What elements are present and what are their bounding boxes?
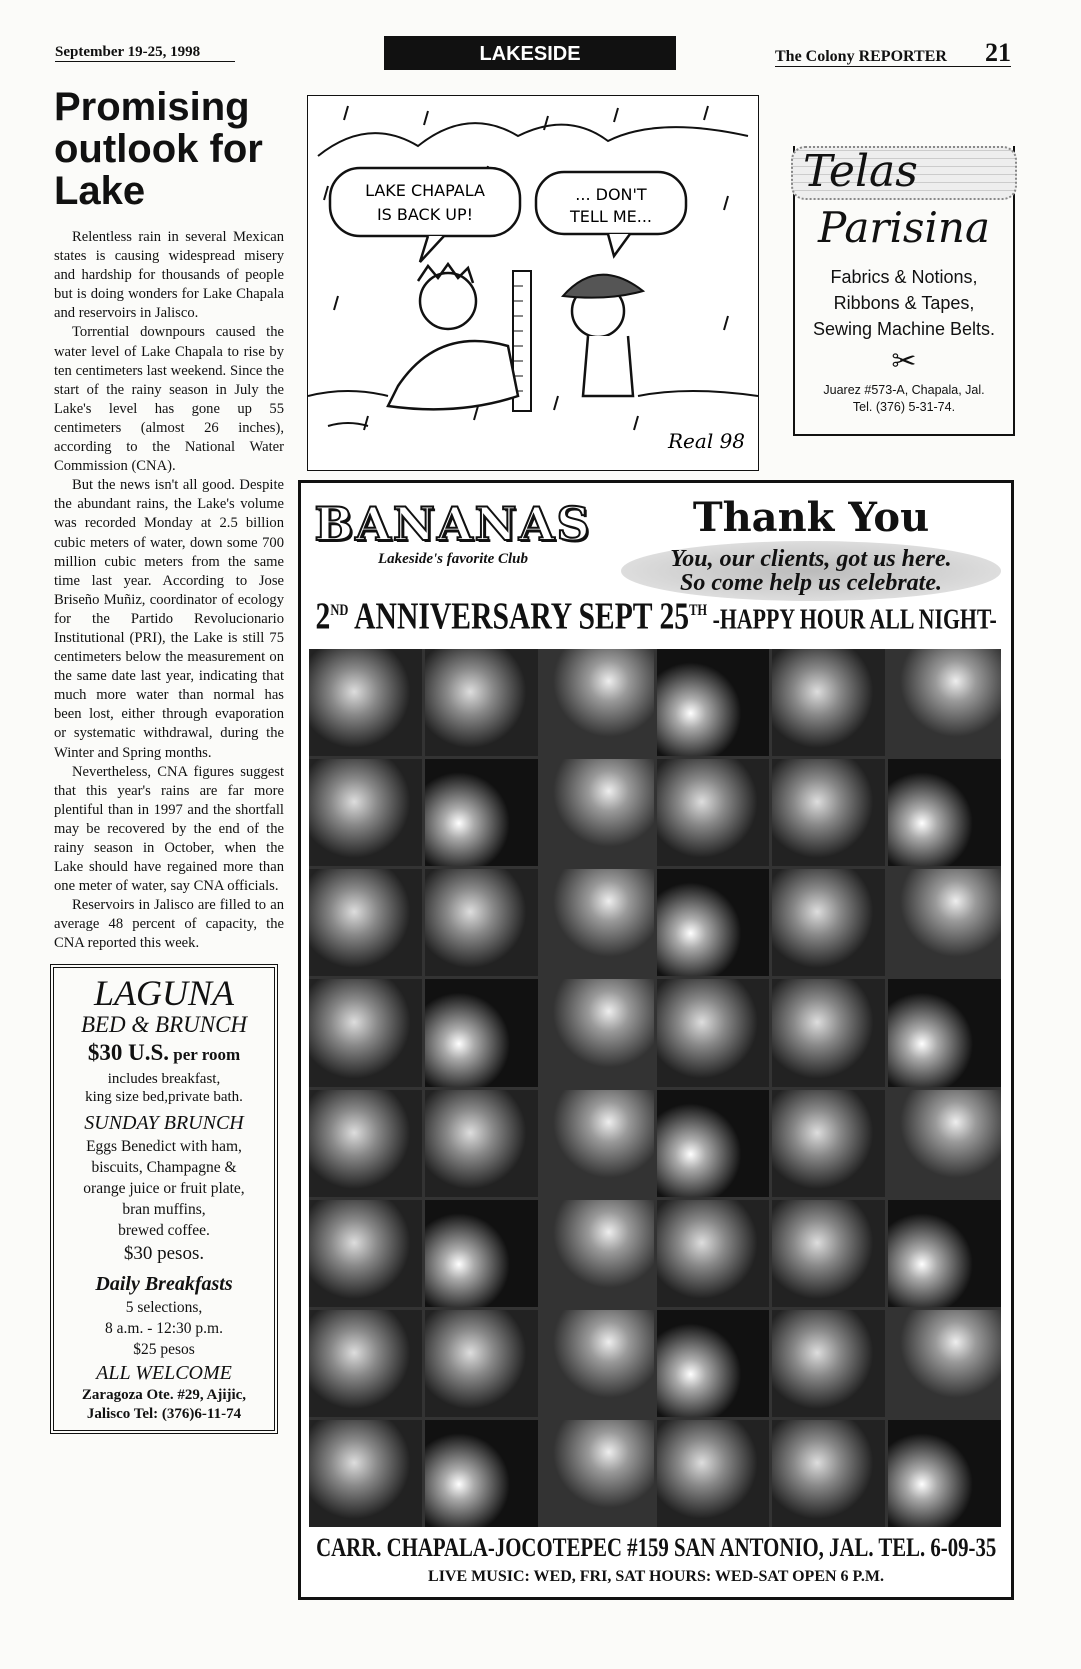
ad-line: Eggs Benedict with ham, (86, 1137, 242, 1155)
thanks-line: So come help us celebrate. (680, 570, 942, 596)
ad-line: includes breakfast, (107, 1070, 221, 1087)
collage-photo (425, 869, 538, 976)
bubble-text: IS BACK UP! (376, 205, 474, 224)
speech-bubble (330, 168, 520, 236)
price-value: $30 U.S. (87, 1039, 169, 1065)
collage-photo (425, 979, 538, 1086)
collage-photo (888, 1310, 1001, 1417)
thank-you-block (616, 495, 1006, 601)
page-number: 21 (985, 38, 1011, 67)
thanks-line: You, our clients, got us here. (670, 546, 952, 572)
ad-address: Zaragoza Ote. #29, Ajijic, (81, 1386, 247, 1403)
collage-photo (309, 869, 422, 976)
collage-photo (541, 1200, 654, 1307)
collage-photo (657, 1090, 770, 1197)
collage-photo (772, 1420, 885, 1527)
welcome: ALL WELCOME (96, 1361, 232, 1384)
laguna-subtitle: BED & BRUNCH (80, 1011, 248, 1037)
laguna-price (56, 1038, 272, 1070)
collage-photo (772, 649, 885, 756)
bubble-text: TELL ME... (570, 207, 652, 226)
collage-photo (772, 979, 885, 1086)
collage-photo (888, 649, 1001, 756)
collage-photo (309, 1090, 422, 1197)
collage-photo (425, 759, 538, 866)
collage-photo (309, 759, 422, 866)
collage-photo (657, 1200, 770, 1307)
ad-line: Fabrics & Notions, (830, 267, 978, 287)
collage-photo (541, 1420, 654, 1527)
collage-photo (541, 759, 654, 866)
bananas-address: CARR. CHAPALA-JOCOTEPEC #159 SAN ANTONIO, JAL. TEL. 6-09-35 (316, 1533, 997, 1562)
brunch-price: $30 pesos. (123, 1242, 205, 1264)
cartoon-drawing (308, 96, 758, 470)
article-paragraph: Reservoirs in Jalisco are filled to an average 48 percent of capacity, the CNA reported this week. (54, 897, 284, 952)
collage-photo (888, 1200, 1001, 1307)
article-paragraph: Relentless rain in several Mexican states is causing widespread misery and hardship for thousands of people but is doing wonders for Lake Chapala and reservoirs in Jalisco. (54, 229, 284, 322)
ad-line: bran muffins, (122, 1200, 206, 1218)
ad-address: Jalisco Tel: (376)6-11-74 (86, 1405, 242, 1422)
article-paragraph: Nevertheless, CNA figures suggest that this year's rains are far more plentiful than in 1997 and the shortfall may be recovered by the end of the rainy season in October, when the Lake should have regained more than one meter of water, say CNA officials. (54, 763, 284, 895)
daily-title: Daily Breakfasts (95, 1272, 233, 1295)
collage-photo (425, 1090, 538, 1197)
telas-description (795, 264, 1013, 342)
happy-hour: -HAPPY HOUR ALL NIGHT- (707, 604, 997, 636)
ad-address: Juarez #573-A, Chapala, Jal. (823, 383, 985, 397)
photo-collage (309, 649, 1001, 1527)
bananas-logo-word: BANANAS (314, 497, 592, 551)
anniv-text: ANNIVERSARY SEPT 25 (348, 595, 690, 638)
collage-photo (888, 1090, 1001, 1197)
ad-line: brewed coffee. (118, 1221, 210, 1239)
anniv-number: 2 (315, 595, 331, 638)
ad-line: 5 selections, (125, 1298, 203, 1316)
price-unit: per room (173, 1044, 241, 1064)
editorial-cartoon (307, 95, 759, 471)
ad-line: biscuits, Champagne & (91, 1158, 237, 1176)
ad-line: Ribbons & Tapes, (833, 293, 975, 313)
laguna-ad (50, 964, 278, 1434)
ad-line: orange juice or fruit plate, (83, 1179, 245, 1197)
scissors-icon: ✂ (891, 345, 917, 378)
collage-photo (425, 1200, 538, 1307)
collage-photo (888, 869, 1001, 976)
anniv-suffix: TH (689, 602, 708, 619)
telas-title: Telas (791, 146, 1017, 200)
ad-line: $25 pesos (133, 1340, 195, 1358)
collage-photo (888, 759, 1001, 866)
bubble-text: LAKE CHAPALA (365, 181, 485, 200)
anniversary-banner (311, 591, 1001, 641)
bananas-ad (298, 480, 1014, 1600)
bananas-logo (313, 497, 593, 568)
article-body (54, 228, 284, 954)
collage-photo (772, 1090, 885, 1197)
cartoonist-signature: Real 98 (668, 429, 746, 453)
ad-line: 8 a.m. - 12:30 p.m. (105, 1319, 223, 1337)
collage-photo (309, 649, 422, 756)
collage-photo (309, 979, 422, 1086)
collage-photo (541, 869, 654, 976)
article-paragraph: But the news isn't all good. Despite the abundant rains, the Lake's volume was recorded Monday at 2.5 billion cubic meters of water, down some 700 million cubic meters from the same time last year. According to Jose Briseño Muñiz, coordinator of ecology for the Partido Revolucionario Institutional (PRI), the Lake is still 75 centimeters below the measurement on the same date last year, indicating that much more water than normal has been lost, either through evaporation or systematic withdrawal, during the Winter and Spring months. (54, 477, 284, 761)
collage-photo (541, 979, 654, 1086)
ad-line: Sewing Machine Belts. (812, 319, 996, 339)
section-title: LAKESIDE (384, 36, 676, 70)
collage-photo (541, 1090, 654, 1197)
article-headline: Promising outlook for Lake (54, 85, 263, 213)
collage-photo (772, 869, 885, 976)
thank-you-title: Thank You (692, 494, 930, 541)
laguna-title: LAGUNA (93, 972, 234, 1013)
masthead (775, 40, 1011, 67)
collage-photo (657, 649, 770, 756)
collage-photo (772, 1310, 885, 1417)
collage-photo (541, 649, 654, 756)
parisina-title: Parisina (818, 203, 990, 252)
issue-date: September 19-25, 1998 (55, 44, 235, 62)
bubble-text: ... DON'T (575, 185, 647, 204)
collage-photo (657, 869, 770, 976)
collage-photo (309, 1200, 422, 1307)
article-paragraph: Torrential downpours caused the water level of Lake Chapala to rise by ten centimeters last weekend. Since the start of the rainy season in July the Lake's level has gone up 55 centimeters (almost 26 inches), according to the National Water Commission (CNA). (54, 324, 284, 475)
collage-photo (657, 979, 770, 1086)
collage-photo (309, 1310, 422, 1417)
collage-photo (541, 1310, 654, 1417)
collage-photo (888, 979, 1001, 1086)
collage-photo (888, 1420, 1001, 1527)
anniv-suffix: ND (330, 602, 349, 619)
collage-photo (425, 649, 538, 756)
collage-photo (425, 1420, 538, 1527)
ad-phone: Tel. (376) 5-31-74. (852, 400, 956, 414)
collage-photo (772, 1200, 885, 1307)
telas-parisina-ad (793, 146, 1015, 436)
collage-photo (657, 1420, 770, 1527)
bananas-tagline: Lakeside's favorite Club (378, 551, 528, 567)
paper-name: The Colony REPORTER (775, 48, 947, 65)
collage-photo (425, 1310, 538, 1417)
ad-line: king size bed,private bath. (85, 1088, 243, 1105)
collage-photo (657, 1310, 770, 1417)
bananas-hours: LIVE MUSIC: WED, FRI, SAT HOURS: WED-SAT OPEN 6 P.M. (428, 1568, 884, 1585)
collage-photo (309, 1420, 422, 1527)
collage-photo (657, 759, 770, 866)
collage-photo (772, 759, 885, 866)
brunch-title: SUNDAY BRUNCH (84, 1111, 244, 1134)
left-column (50, 86, 290, 1434)
